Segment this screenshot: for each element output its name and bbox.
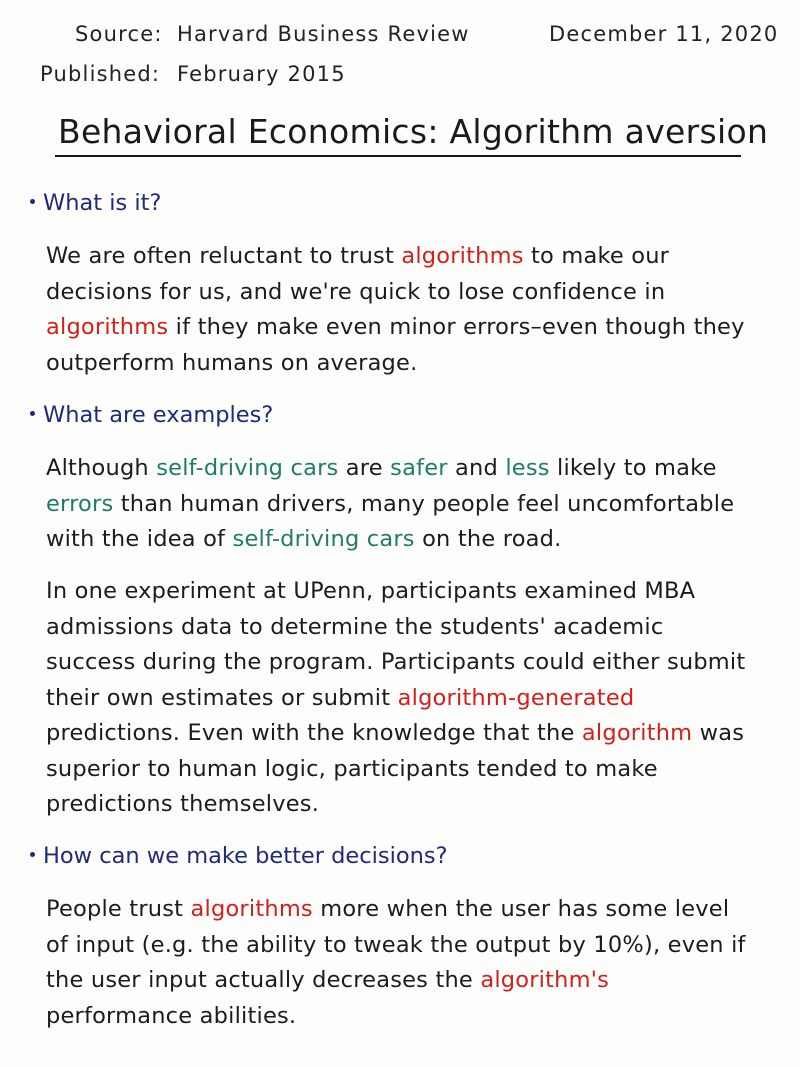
text-run: People trust xyxy=(46,896,191,922)
paragraph-line xyxy=(46,1003,781,1039)
text-run: with the idea of xyxy=(46,526,233,552)
text-run: likely to make xyxy=(549,455,717,481)
text-run: Although xyxy=(46,455,157,481)
paragraph-line xyxy=(46,350,781,386)
section-heading-better-decisions xyxy=(30,843,448,869)
text-run: superior to human logic, participants tended to make xyxy=(46,755,658,782)
highlighted-term: algorithm's xyxy=(480,967,610,993)
paragraph-line xyxy=(46,932,781,968)
paragraph-line xyxy=(46,720,781,756)
text-run: the user input actually decreases the xyxy=(46,967,481,993)
paragraph-line xyxy=(46,649,781,685)
text-run: if they make even minor errors–even though they xyxy=(168,314,745,340)
paragraph-definition xyxy=(46,243,781,385)
paragraph-line xyxy=(46,243,781,279)
paragraph-line xyxy=(46,578,781,614)
highlighted-term: self-driving cars xyxy=(232,526,415,552)
paragraph-line xyxy=(46,967,781,1003)
paragraph-line xyxy=(46,614,781,650)
highlighted-term: algorithm xyxy=(581,720,693,746)
paragraph-line xyxy=(46,526,781,562)
section-heading-text: What are examples? xyxy=(43,402,274,428)
text-run: performance abilities. xyxy=(46,1002,297,1029)
paragraph-upenn-experiment xyxy=(46,578,781,827)
text-run: and xyxy=(447,455,506,481)
note-date: December 11, 2020 xyxy=(549,22,779,46)
paragraph-line xyxy=(46,791,781,827)
highlighted-term: safer xyxy=(390,455,448,481)
text-run: In one experiment at UPenn, participants examined MBA xyxy=(46,578,696,604)
paragraph-line xyxy=(46,896,781,932)
highlighted-term: errors xyxy=(46,490,114,517)
text-run: their own estimates or submit xyxy=(46,684,398,711)
text-run: of input (e.g. the ability to tweak the output by 10%), even if xyxy=(46,931,746,958)
section-heading-examples xyxy=(30,402,273,428)
section-heading-text: How can we make better decisions? xyxy=(43,843,448,869)
paragraph-line xyxy=(46,756,781,792)
paragraph-self-driving xyxy=(46,455,781,562)
paragraph-user-input xyxy=(46,896,781,1038)
text-run: more when the user has some level xyxy=(312,896,730,922)
highlighted-term: self-driving cars xyxy=(156,455,339,481)
highlighted-term: algorithms xyxy=(401,243,524,269)
text-run: predictions. Even with the knowledge that the xyxy=(46,720,582,746)
paragraph-line xyxy=(46,279,781,315)
text-run: predictions themselves. xyxy=(46,791,320,817)
source-label: Source: xyxy=(75,22,163,46)
title-block xyxy=(55,112,769,157)
section-heading-text: What is it? xyxy=(43,190,162,216)
highlighted-term: algorithms xyxy=(46,314,169,340)
text-run: outperform humans on average. xyxy=(46,349,418,376)
paragraph-line xyxy=(46,491,781,527)
bullet-icon xyxy=(30,852,35,857)
bullet-icon xyxy=(30,411,35,416)
text-run: was xyxy=(692,720,745,746)
text-run: admissions data to determine the students' academic xyxy=(46,613,664,640)
highlighted-term: algorithms xyxy=(190,896,313,922)
published-value: February 2015 xyxy=(177,62,346,86)
text-run: than human drivers, many people feel uncomfortable xyxy=(113,490,735,517)
paragraph-line xyxy=(46,685,781,721)
text-run: success during the program. Participants could either submit xyxy=(46,649,746,675)
text-run: decisions for us, and we're quick to lose confidence in xyxy=(46,278,666,305)
paragraph-line xyxy=(46,314,781,350)
highlighted-term: less xyxy=(505,455,550,481)
text-run: to make our xyxy=(523,243,670,269)
highlighted-term: algorithm-generated xyxy=(397,684,635,711)
text-run: We are often reluctant to trust xyxy=(46,243,402,269)
text-run: are xyxy=(338,455,391,481)
paragraph-line xyxy=(46,455,781,491)
section-heading-what-is-it xyxy=(30,190,161,216)
page-title: Behavioral Economics: Algorithm aversion xyxy=(58,112,769,151)
title-underline xyxy=(55,155,741,157)
bullet-icon xyxy=(30,199,35,204)
published-label: Published: xyxy=(40,62,161,86)
source-value: Harvard Business Review xyxy=(177,22,470,46)
text-run: on the road. xyxy=(414,526,562,552)
